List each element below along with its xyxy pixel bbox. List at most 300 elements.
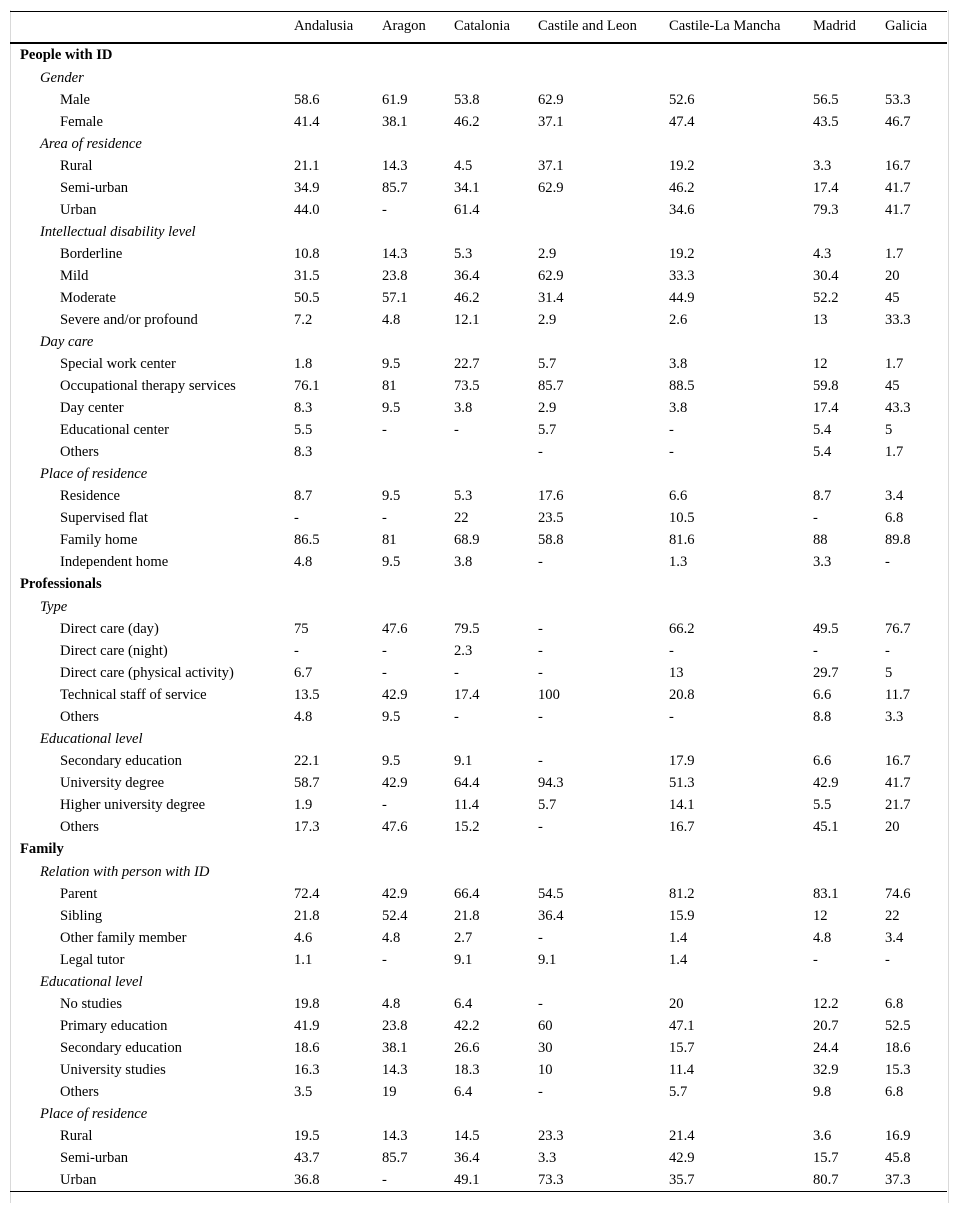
value-cell: 37.1: [538, 113, 564, 130]
value-cell: [382, 441, 454, 463]
row-label: Day center: [60, 399, 124, 416]
value-cell: 52.5: [885, 1017, 911, 1034]
value-cell: 86.5: [294, 531, 320, 548]
value-cell: 38.1: [382, 1039, 408, 1056]
subsection-label: Intellectual disability level: [40, 223, 196, 240]
value-cell: 1.7: [885, 443, 904, 460]
table-row: [10, 750, 947, 772]
value-cell: 9.5: [382, 399, 401, 416]
value-cell: 54.5: [538, 885, 564, 902]
table-row: [10, 199, 947, 221]
row-label: Legal tutor: [60, 951, 125, 968]
value-cell: 53.3: [885, 91, 911, 108]
value-cell: 17.4: [813, 179, 839, 196]
value-cell: 23.5: [538, 509, 564, 526]
value-cell: 36.4: [454, 267, 480, 284]
value-cell: 33.3: [669, 267, 695, 284]
value-cell: 61.9: [382, 91, 408, 108]
value-cell: 30: [538, 1039, 553, 1056]
row-label: Parent: [60, 885, 98, 902]
value-cell: 14.1: [669, 796, 695, 813]
value-cell: -: [813, 642, 818, 659]
row-label: Rural: [60, 157, 93, 174]
value-cell: 61.4: [454, 201, 480, 218]
value-cell: 49.5: [813, 620, 839, 637]
value-cell: 43.5: [813, 113, 839, 130]
value-cell: 7.2: [294, 311, 313, 328]
value-cell: 1.3: [669, 553, 688, 570]
subsection-label: Type: [40, 598, 68, 615]
value-cell: 6.4: [454, 1083, 473, 1100]
value-cell: 30.4: [813, 267, 839, 284]
value-cell: 15.9: [669, 907, 695, 924]
value-cell: 31.5: [294, 267, 320, 284]
value-cell: 23.8: [382, 267, 408, 284]
value-cell: 37.1: [538, 157, 564, 174]
value-cell: 2.9: [538, 399, 557, 416]
value-cell: -: [669, 443, 674, 460]
value-cell: 45.8: [885, 1149, 911, 1166]
value-cell: 16.9: [885, 1127, 911, 1144]
value-cell: 11.4: [454, 796, 479, 813]
value-cell: -: [669, 708, 674, 725]
table-row: [10, 905, 947, 927]
value-cell: 16.7: [885, 157, 911, 174]
value-cell: 23.3: [538, 1127, 564, 1144]
value-cell: 42.9: [382, 774, 408, 791]
value-cell: 5.4: [813, 421, 832, 438]
subsection-row: [10, 596, 947, 618]
value-cell: 66.4: [454, 885, 480, 902]
row-label: Borderline: [60, 245, 123, 262]
header-cell-aragon: Aragon: [382, 18, 426, 35]
section-row: [10, 43, 947, 67]
value-cell: [454, 441, 538, 463]
value-cell: -: [454, 664, 459, 681]
value-cell: 19.2: [669, 245, 695, 262]
value-cell: 3.8: [669, 399, 688, 416]
value-cell: -: [669, 642, 674, 659]
value-cell: 46.7: [885, 113, 911, 130]
value-cell: 41.4: [294, 113, 320, 130]
value-cell: 3.4: [885, 929, 904, 946]
value-cell: 9.5: [382, 487, 401, 504]
table-row: [10, 1059, 947, 1081]
row-label: Male: [60, 91, 90, 108]
value-cell: 42.9: [382, 885, 408, 902]
value-cell: 36.8: [294, 1171, 320, 1188]
row-label: Independent home: [60, 553, 169, 570]
row-label: Occupational therapy services: [60, 377, 236, 394]
value-cell: 52.6: [669, 91, 695, 108]
value-cell: 5.7: [538, 355, 557, 372]
table-row: [10, 155, 947, 177]
value-cell: 33.3: [885, 311, 911, 328]
value-cell: 41.7: [885, 179, 911, 196]
header-row: [10, 12, 947, 43]
value-cell: 15.3: [885, 1061, 911, 1078]
value-cell: 14.5: [454, 1127, 480, 1144]
value-cell: 34.6: [669, 201, 695, 218]
value-cell: 20: [885, 267, 900, 284]
table-row: [10, 927, 947, 949]
value-cell: 81.6: [669, 531, 695, 548]
value-cell: 4.8: [813, 929, 832, 946]
value-cell: 3.6: [813, 1127, 832, 1144]
table-row: [10, 772, 947, 794]
value-cell: 85.7: [538, 377, 564, 394]
value-cell: -: [382, 951, 387, 968]
data-table: [10, 11, 947, 1192]
subsection-row: [10, 67, 947, 89]
value-cell: 21.4: [669, 1127, 695, 1144]
value-cell: 15.7: [813, 1149, 839, 1166]
value-cell: 8.7: [813, 487, 832, 504]
table-row: [10, 883, 947, 905]
value-cell: 46.2: [454, 289, 480, 306]
value-cell: 62.9: [538, 267, 564, 284]
table-row: [10, 706, 947, 728]
row-label: Severe and/or profound: [60, 311, 198, 328]
value-cell: -: [669, 421, 674, 438]
header-cell-galicia: Galicia: [885, 18, 928, 35]
value-cell: 4.8: [294, 553, 313, 570]
header-cell-castile-and-leon: Castile and Leon: [538, 18, 637, 35]
value-cell: -: [382, 796, 387, 813]
subsection-row: [10, 1103, 947, 1125]
value-cell: 4.8: [382, 311, 401, 328]
value-cell: 21.1: [294, 157, 320, 174]
value-cell: 23.8: [382, 1017, 408, 1034]
value-cell: 58.8: [538, 531, 564, 548]
value-cell: 43.7: [294, 1149, 320, 1166]
value-cell: 34.9: [294, 179, 320, 196]
value-cell: 41.7: [885, 201, 911, 218]
value-cell: 9.1: [454, 752, 473, 769]
value-cell: 5.7: [538, 796, 557, 813]
value-cell: 52.4: [382, 907, 408, 924]
value-cell: 14.3: [382, 1061, 408, 1078]
value-cell: 76.1: [294, 377, 320, 394]
value-cell: 3.8: [454, 399, 473, 416]
value-cell: -: [885, 951, 890, 968]
value-cell: 2.6: [669, 311, 688, 328]
value-cell: 66.2: [669, 620, 695, 637]
value-cell: 50.5: [294, 289, 320, 306]
row-label: University studies: [60, 1061, 166, 1078]
row-label: Other family member: [60, 929, 187, 946]
table-row: [10, 507, 947, 529]
value-cell: -: [538, 553, 543, 570]
value-cell: 5.5: [294, 421, 313, 438]
value-cell: 32.9: [813, 1061, 839, 1078]
value-cell: 47.4: [669, 113, 695, 130]
value-cell: 16.3: [294, 1061, 320, 1078]
subsection-label: Gender: [40, 69, 84, 86]
value-cell: 42.9: [382, 686, 408, 703]
value-cell: -: [538, 620, 543, 637]
value-cell: 6.8: [885, 1083, 904, 1100]
value-cell: -: [454, 421, 459, 438]
value-cell: 1.1: [294, 951, 313, 968]
row-label: Others: [60, 1083, 99, 1100]
row-label: Technical staff of service: [60, 686, 207, 703]
value-cell: 89.8: [885, 531, 911, 548]
value-cell: 17.3: [294, 818, 320, 835]
row-label: Female: [60, 113, 103, 130]
value-cell: 45.1: [813, 818, 839, 835]
value-cell: 79.3: [813, 201, 839, 218]
subsection-row: [10, 971, 947, 993]
value-cell: 3.4: [885, 487, 904, 504]
row-label: Urban: [60, 1171, 97, 1188]
header-cell-madrid: Madrid: [813, 18, 856, 35]
value-cell: 72.4: [294, 885, 320, 902]
value-cell: 17.9: [669, 752, 695, 769]
value-cell: -: [382, 664, 387, 681]
table-row: [10, 1147, 947, 1169]
row-label: Others: [60, 708, 99, 725]
row-label: Direct care (day): [60, 620, 159, 637]
header-cell-empty: [10, 12, 294, 43]
value-cell: 88: [813, 531, 828, 548]
value-cell: -: [538, 642, 543, 659]
value-cell: 15.7: [669, 1039, 695, 1056]
value-cell: 37.3: [885, 1171, 911, 1188]
value-cell: 16.7: [885, 752, 911, 769]
value-cell: 12: [813, 907, 828, 924]
subsection-row: [10, 463, 947, 485]
subsection-label: Relation with person with ID: [40, 863, 210, 880]
value-cell: 5.4: [813, 443, 832, 460]
value-cell: 17.6: [538, 487, 564, 504]
table-row: [10, 993, 947, 1015]
section-label: People with ID: [20, 47, 113, 63]
value-cell: 80.7: [813, 1171, 839, 1188]
table-row: [10, 397, 947, 419]
value-cell: 21.8: [454, 907, 480, 924]
value-cell: 43.3: [885, 399, 911, 416]
table-row: [10, 89, 947, 111]
row-label: Urban: [60, 201, 97, 218]
value-cell: 73.5: [454, 377, 480, 394]
value-cell: 58.7: [294, 774, 320, 791]
value-cell: 8.7: [294, 487, 313, 504]
table-row: [10, 1169, 947, 1192]
value-cell: -: [538, 664, 543, 681]
value-cell: 100: [538, 686, 560, 703]
value-cell: 9.1: [454, 951, 473, 968]
section-row: [10, 573, 947, 596]
table-row: [10, 529, 947, 551]
value-cell: 1.4: [669, 929, 688, 946]
section-row: [10, 838, 947, 861]
subsection-label: Place of residence: [40, 465, 148, 482]
row-label: Special work center: [60, 355, 176, 372]
value-cell: -: [382, 421, 387, 438]
value-cell: -: [538, 443, 543, 460]
value-cell: 1.7: [885, 245, 904, 262]
value-cell: -: [885, 642, 890, 659]
value-cell: 38.1: [382, 113, 408, 130]
value-cell: 85.7: [382, 179, 408, 196]
subsection-row: [10, 133, 947, 155]
value-cell: 3.8: [669, 355, 688, 372]
value-cell: 15.2: [454, 818, 480, 835]
value-cell: 62.9: [538, 91, 564, 108]
value-cell: 2.9: [538, 311, 557, 328]
header-cell-andalusia: Andalusia: [294, 18, 354, 35]
value-cell: 5.3: [454, 245, 473, 262]
value-cell: 13: [669, 664, 684, 681]
row-label: Semi-urban: [60, 1149, 129, 1166]
value-cell: -: [538, 995, 543, 1012]
table-row: [10, 618, 947, 640]
subsection-label: Day care: [40, 333, 94, 350]
row-label: Rural: [60, 1127, 93, 1144]
value-cell: 4.8: [382, 995, 401, 1012]
value-cell: 47.6: [382, 620, 408, 637]
value-cell: 9.1: [538, 951, 557, 968]
value-cell: 21.7: [885, 796, 911, 813]
row-label: Secondary education: [60, 752, 182, 769]
row-label: Secondary education: [60, 1039, 182, 1056]
value-cell: 75: [294, 620, 309, 637]
table-row: [10, 441, 947, 463]
value-cell: 17.4: [813, 399, 839, 416]
value-cell: [538, 199, 669, 221]
value-cell: 46.2: [669, 179, 695, 196]
table-row: [10, 1015, 947, 1037]
value-cell: 29.7: [813, 664, 839, 681]
value-cell: 9.5: [382, 752, 401, 769]
value-cell: 36.4: [454, 1149, 480, 1166]
table-row: [10, 1081, 947, 1103]
value-cell: 18.6: [294, 1039, 320, 1056]
table-row: [10, 111, 947, 133]
table-row: [10, 949, 947, 971]
value-cell: 10.5: [669, 509, 695, 526]
value-cell: 10.8: [294, 245, 320, 262]
section-label: Family: [20, 841, 64, 857]
value-cell: -: [538, 818, 543, 835]
subsection-row: [10, 331, 947, 353]
value-cell: 58.6: [294, 91, 320, 108]
table-row: [10, 419, 947, 441]
value-cell: 14.3: [382, 157, 408, 174]
value-cell: 18.3: [454, 1061, 480, 1078]
value-cell: 45: [885, 377, 900, 394]
value-cell: 83.1: [813, 885, 839, 902]
table-row: [10, 177, 947, 199]
value-cell: 3.3: [813, 553, 832, 570]
value-cell: 19: [382, 1083, 397, 1100]
value-cell: 9.5: [382, 355, 401, 372]
table-row: [10, 1037, 947, 1059]
value-cell: -: [538, 1083, 543, 1100]
value-cell: 1.9: [294, 796, 313, 813]
header-cell-catalonia: Catalonia: [454, 18, 510, 35]
value-cell: 16.7: [669, 818, 695, 835]
row-label: Moderate: [60, 289, 116, 306]
value-cell: 20: [885, 818, 900, 835]
value-cell: 13: [813, 311, 828, 328]
value-cell: 79.5: [454, 620, 480, 637]
value-cell: 81: [382, 377, 397, 394]
value-cell: 3.3: [885, 708, 904, 725]
table-row: [10, 287, 947, 309]
value-cell: 51.3: [669, 774, 695, 791]
value-cell: 34.1: [454, 179, 480, 196]
row-label: Others: [60, 818, 99, 835]
table-row: [10, 265, 947, 287]
value-cell: 3.3: [538, 1149, 557, 1166]
value-cell: 42.9: [669, 1149, 695, 1166]
value-cell: 3.5: [294, 1083, 313, 1100]
value-cell: 14.3: [382, 1127, 408, 1144]
row-label: No studies: [60, 995, 123, 1012]
value-cell: 5: [885, 421, 893, 438]
value-cell: 12: [813, 355, 828, 372]
value-cell: -: [294, 642, 299, 659]
value-cell: 56.5: [813, 91, 839, 108]
value-cell: -: [538, 752, 543, 769]
value-cell: 88.5: [669, 377, 695, 394]
value-cell: 26.6: [454, 1039, 480, 1056]
row-label: Higher university degree: [60, 796, 206, 813]
value-cell: 47.1: [669, 1017, 695, 1034]
value-cell: -: [382, 201, 387, 218]
subsection-label: Area of residence: [40, 135, 142, 152]
value-cell: 31.4: [538, 289, 564, 306]
value-cell: 2.7: [454, 929, 473, 946]
value-cell: 85.7: [382, 1149, 408, 1166]
value-cell: 9.5: [382, 553, 401, 570]
table-row: [10, 551, 947, 573]
value-cell: 11.4: [669, 1061, 694, 1078]
table-row: [10, 353, 947, 375]
value-cell: -: [538, 708, 543, 725]
value-cell: 8.3: [294, 399, 313, 416]
row-label: Direct care (physical activity): [60, 664, 234, 681]
subsection-label: Educational level: [40, 730, 143, 747]
value-cell: 57.1: [382, 289, 408, 306]
value-cell: 4.6: [294, 929, 313, 946]
value-cell: 6.8: [885, 509, 904, 526]
subsection-label: Educational level: [40, 973, 143, 990]
value-cell: 2.9: [538, 245, 557, 262]
row-label: Semi-urban: [60, 179, 129, 196]
row-label: Others: [60, 443, 99, 460]
value-cell: 4.5: [454, 157, 473, 174]
value-cell: 35.7: [669, 1171, 695, 1188]
value-cell: -: [382, 509, 387, 526]
table-row: [10, 794, 947, 816]
value-cell: 44.0: [294, 201, 320, 218]
value-cell: 20.7: [813, 1017, 839, 1034]
value-cell: 6.6: [813, 752, 832, 769]
table-body: [10, 43, 947, 1192]
value-cell: 46.2: [454, 113, 480, 130]
value-cell: 41.9: [294, 1017, 320, 1034]
value-cell: 5.7: [538, 421, 557, 438]
value-cell: 52.2: [813, 289, 839, 306]
row-label: Sibling: [60, 907, 103, 924]
row-label: Primary education: [60, 1017, 168, 1034]
value-cell: -: [382, 642, 387, 659]
value-cell: -: [454, 708, 459, 725]
value-cell: 36.4: [538, 907, 564, 924]
